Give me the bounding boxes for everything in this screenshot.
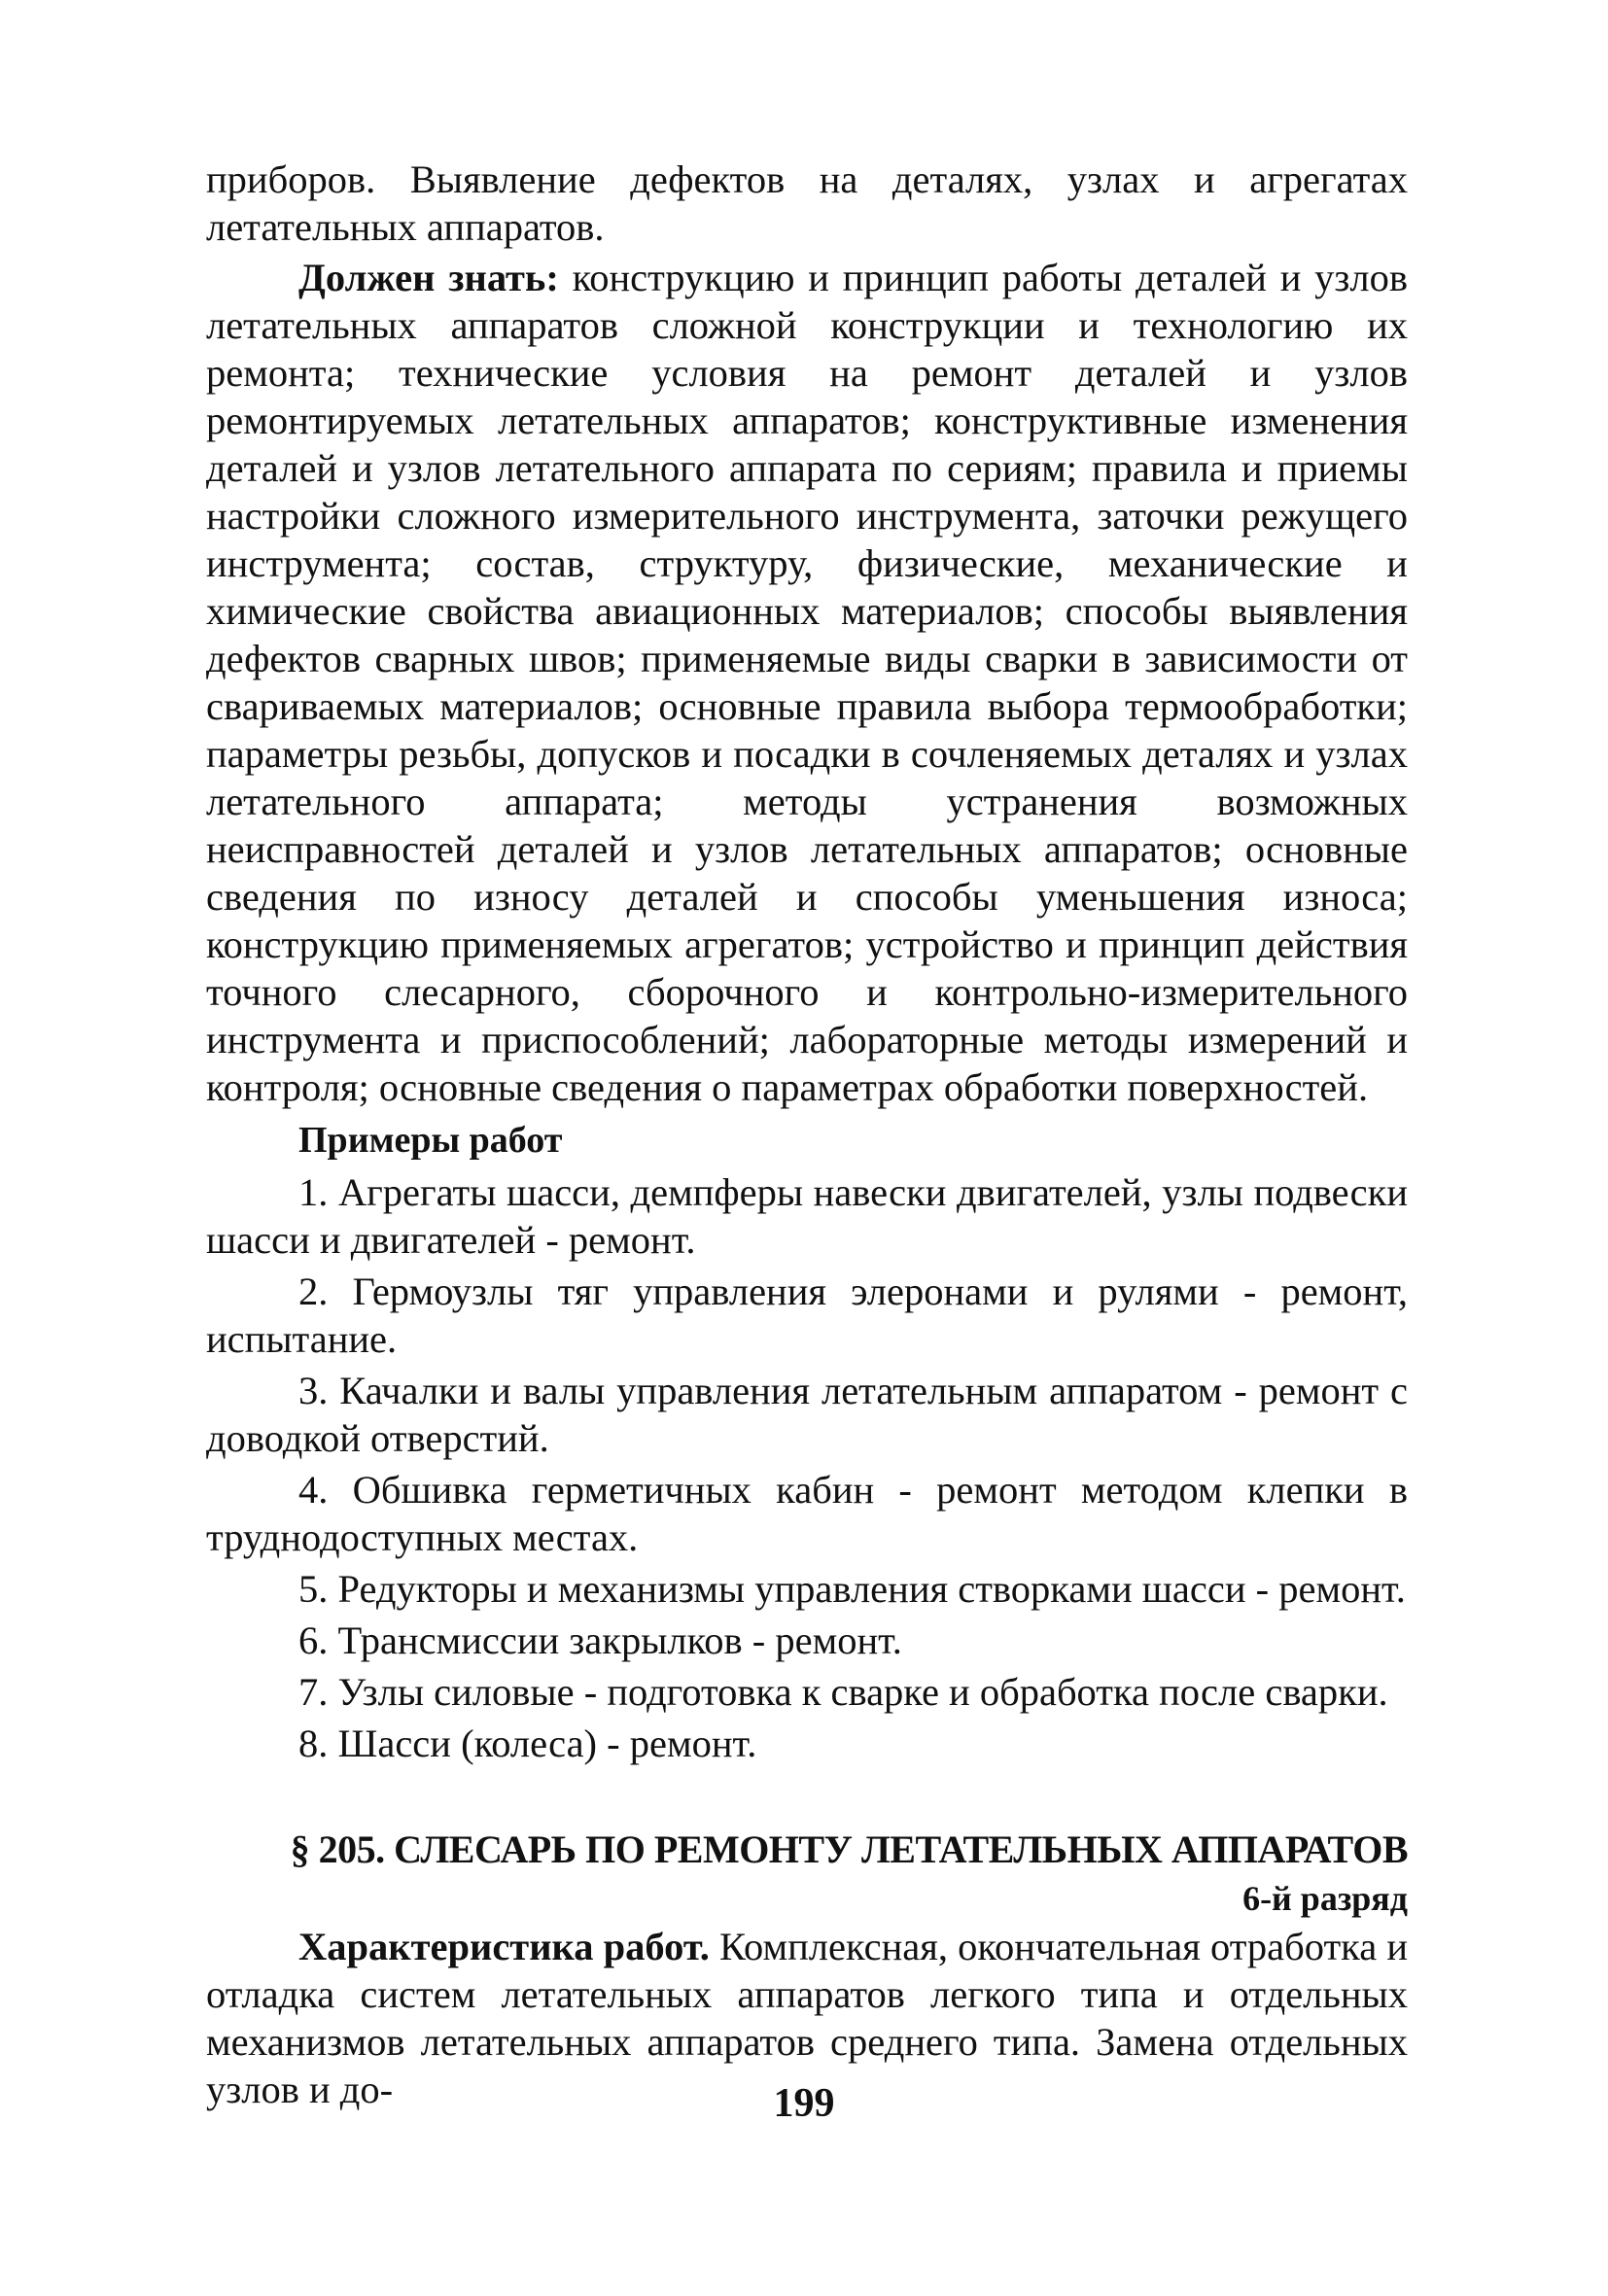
- page-number: 199: [773, 2081, 835, 2126]
- example-item-7: 7. Узлы силовые - подготовка к сварке и обработка после сварки.: [298, 1670, 1388, 1714]
- example-item-5: 5. Редукторы и механизмы управления створками шасси - ремонт.: [298, 1567, 1406, 1611]
- example-item-3: 3. Качалки и валы управления летательным аппаратом - ремонт с доводкой отверстий.: [206, 1369, 1408, 1460]
- must-know-text: конструкцию и принцип работы деталей и узлов летательных аппаратов сложной конструкции и технологию их ремонта; технические условия на ремонт деталей и узлов ремонтируемых летательных аппаратов; конструктивные изменения деталей и узлов летательного аппарата по сериям; правила и приемы настройки сложного измерительного инструмента, заточки режущего инструмента; состав, структуру, физические, механические и химические свойства авиационных материалов; способы выявления дефектов сварных швов; применяемые виды сварки в зависимости от свариваемых материалов; основные правила выбора термообработки; параметры резьбы, допусков и посадки в сочленяемых деталях и узлах летательного аппарата; методы устранения возможных неисправностей деталей и узлов летательных аппаратов; основные сведения по износу деталей и способы уменьшения износа; конструкцию применяемых агрегатов; устройство и принцип действия точного слесарного, сборочного и контрольно-измерительного инструмента и приспособлений; лабораторные методы измерений и контроля; основные сведения о параметрах обработки поверхностей.: [206, 256, 1409, 1109]
- example-item-6: 6. Трансмиссии закрылков - ремонт.: [298, 1618, 902, 1662]
- must-know-label: Должен знать:: [298, 256, 559, 299]
- must-know-paragraph: [206, 254, 1408, 1111]
- example-item-8: 8. Шасси (колеса) - ремонт.: [298, 1722, 757, 1765]
- example-item-2: 2. Гермоузлы тяг управления элеронами и рулями - ремонт, испытание.: [206, 1270, 1408, 1361]
- continuation-paragraph: приборов. Выявление дефектов на деталях, узлах и агрегатах летательных аппаратов.: [206, 157, 1408, 249]
- section-title: § 205. СЛЕСАРЬ ПО РЕМОНТУ ЛЕТАТЕЛЬНЫХ АППАРАТОВ: [290, 1827, 1408, 1871]
- characteristic-text: Комплексная, окончательная отработка и отладка систем летательных аппаратов легкого типа и отдельных механизмов летательных аппаратов среднего типа. Замена отдельных узлов и до-: [206, 1925, 1408, 2111]
- example-item-1: 1. Агрегаты шасси, демпферы навески двигателей, узлы подвески шасси и двигателей - ремонт.: [206, 1170, 1408, 1262]
- page-text: [206, 156, 1408, 2113]
- example-item-4: 4. Обшивка герметичных кабин - ремонт методом клепки в труднодоступных местах.: [206, 1468, 1408, 1559]
- characteristic-label: Характеристика работ.: [298, 1925, 710, 1968]
- examples-heading: Примеры работ: [298, 1120, 563, 1161]
- section-grade: 6-й разряд: [1242, 1879, 1408, 1918]
